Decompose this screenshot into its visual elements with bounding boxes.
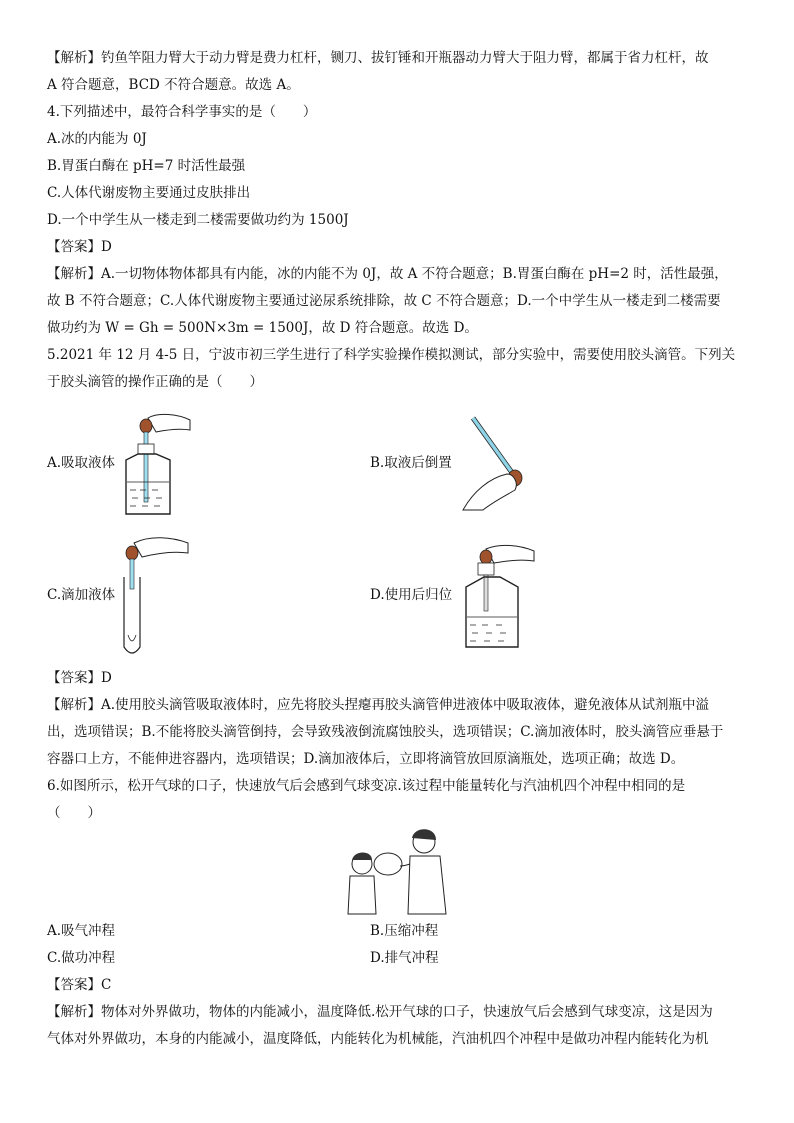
question-4-stem: 4.下列描述中，最符合科学事实的是（ ） <box>47 104 317 120</box>
question-6-explanation: 【解析】物体对外界做功，物体的内能减小，温度降低.松开气球的口子，快速放气后会感到气球变凉，这是因为 <box>47 1004 713 1020</box>
question-5-explanation: 出，选项错误；B.不能将胶头滴管倒持，会导致残液倒流腐蚀胶头，选项错误；C.滴加液体时，胶头滴管应垂悬于 <box>47 724 724 740</box>
question-4-explanation: 【解析】A.一切物体物体都具有内能，冰的内能不为 0J，故 A 不符合题意；B.胃蛋白酶在 pH=2 时，活性最强， <box>47 266 728 282</box>
question-6-option-c: C.做功冲程 <box>47 950 116 966</box>
question-5-option-d: D.使用后归位 <box>370 587 453 603</box>
question-4-explanation: 故 B 不符合题意；C.人体代谢废物主要通过泌尿系统排除，故 C 不符合题意；D.一个中学生从一楼走到二楼需要 <box>47 293 721 309</box>
question-6-option-b: B.压缩冲程 <box>370 923 439 939</box>
question-5-option-a: A.吸取液体 <box>47 455 116 471</box>
dropper-in-bottle-figure <box>118 410 198 520</box>
question-4-option-c: C.人体代谢废物主要通过皮肤排出 <box>47 185 251 201</box>
question-5-answer: 【答案】D <box>47 670 112 686</box>
question-4-answer: 【答案】D <box>47 239 112 255</box>
question-4-option-b: B.胃蛋白酶在 pH=7 时活性最强 <box>47 158 246 174</box>
question-5-explanation: 容器口上方，不能伸进容器内，选项错误；D.滴加液体后，立即将滴管放回原滴瓶处，选项正确；故选 D。 <box>47 751 685 767</box>
inverted-dropper-figure <box>455 412 535 512</box>
question-4-option-a: A.冰的内能为 0J <box>47 131 147 147</box>
question-5-explanation: 【解析】A.使用胶头滴管吸取液体时，应先将胶头捏瘪再胶头滴管伸进液体中吸取液体，避免液体从试剂瓶中溢 <box>47 697 710 713</box>
question-4-explanation: 做功约为 W = Gh = 500N×3m = 1500J，故 D 符合题意。故选 D。 <box>47 320 478 336</box>
dropper-returned-figure <box>460 543 540 653</box>
question-6-stem: 6.如图所示，松开气球的口子，快速放气后会感到气球变凉.该过程中能量转化与汽油机四个冲程中相同的是 <box>47 778 686 794</box>
question-6-option-a: A.吸气冲程 <box>47 923 116 939</box>
dropping-liquid-figure <box>118 535 198 660</box>
explanation-text: A 符合题意，BCD 不符合题意。故选 A。 <box>47 77 300 93</box>
explanation-text: 【解析】钓鱼竿阻力臂大于动力臂是费力杠杆，铡刀、拔钉锤和开瓶器动力臂大于阻力臂，都属于省力杠杆，故 <box>47 50 709 66</box>
question-6-stem: （ ） <box>47 805 101 821</box>
question-5-stem: 5.2021 年 12 月 4-5 日，宁波市初三学生进行了科学实验操作模拟测试，部分实验中，需要使用胶头滴管。下列关 <box>47 347 736 363</box>
balloon-people-figure <box>344 826 454 916</box>
question-5-stem: 于胶头滴管的操作正确的是（ ） <box>47 374 263 390</box>
question-6-answer: 【答案】C <box>47 977 112 993</box>
question-6-option-d: D.排气冲程 <box>370 950 439 966</box>
question-4-option-d: D.一个中学生从一楼走到二楼需要做功约为 1500J <box>47 212 349 228</box>
question-5-option-c: C.滴加液体 <box>47 587 116 603</box>
question-6-explanation: 气体对外界做功，本身的内能减小，温度降低，内能转化为机械能，汽油机四个冲程中是做功冲程内能转化为机 <box>47 1031 709 1047</box>
question-5-option-b: B.取液后倒置 <box>370 455 452 471</box>
